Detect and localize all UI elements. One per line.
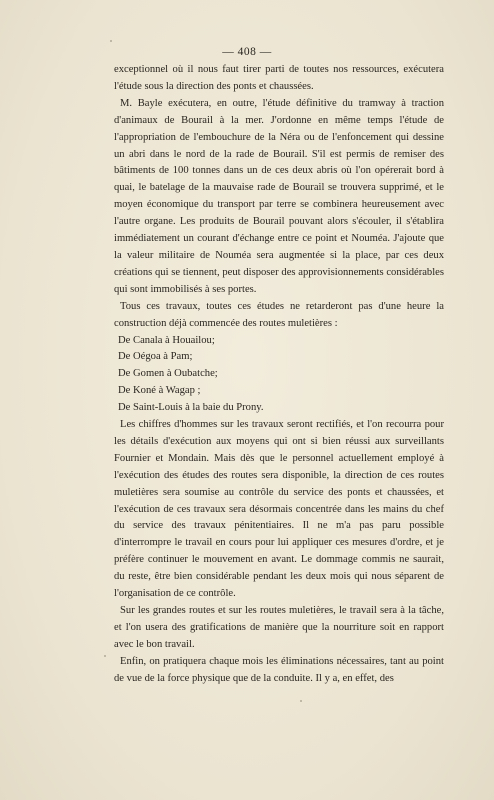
routes-list bbox=[114, 333, 444, 418]
paper-speck bbox=[104, 655, 106, 657]
list-item: De Gomen à Oubatche; bbox=[118, 368, 218, 380]
paragraph-chiffres: Les chiffres d'hommes sur les travaux seront rectifiés, et l'on recourra pour les détails d'exécution aux moyens qui ont si bien réussi aux surveillants Fournier et Mondain. Mais dès que le personnel actuellement employé à l'exécution des études des routes sera disponible, la direction de ces routes muletières sera soumise au contrôle du service des ponts et chaussées, et l'exécution de ces travaux sera désormais concentrée dans les mains du chef du service des travaux pénitentiaires. Il ne m'a pas paru possible d'interrompre le travail en cours pour lui appliquer ces mesures d'ordre, et je préfère continuer le mouvement en avant. Le dommage commis ne saurait, du reste, être bien considérable pendant les deux mois qui nous séparent de l'organisation de ce contrôle. bbox=[114, 419, 444, 600]
body-text bbox=[114, 62, 444, 688]
paper-speck bbox=[300, 700, 302, 702]
paragraph-continuation: exceptionnel où il nous faut tirer parti de toutes nos ressources, exécutera l'étude sous la direction des ponts et chaussées. bbox=[114, 64, 444, 92]
list-item: De Saint-Louis à la baie du Prony. bbox=[118, 402, 264, 414]
paragraph-grandes-routes: Sur les grandes routes et sur les routes muletières, le travail sera à la tâche, et l'on usera des gratifications de manière que la nourriture soit en rapport avec le bon travail. bbox=[114, 605, 444, 650]
page-number: — 408 — bbox=[222, 46, 272, 58]
paper-speck bbox=[110, 40, 112, 42]
list-item: De Oégoa à Pam; bbox=[118, 351, 193, 363]
list-item: De Koné à Wagap ; bbox=[118, 385, 201, 397]
paragraph-enfin: Enfin, on pratiquera chaque mois les éliminations nécessaires, tant au point de vue de la force physique que de la conduite. Il y a, en effet, des bbox=[114, 655, 444, 684]
paragraph-bayle: M. Bayle exécutera, en outre, l'étude définitive du tramway à traction d'animaux de Bourail à la mer. J'ordonne en même temps l'étude de l'appropriation de l'embouchure de la Néra ou de l'enfoncement qui dessine un abri dans le nord de la rade de Bourail. S'il est permis de remiser des bâtiments de 100 tonnes dans un de ces deux abris où l'on opérerait bord à quai, le batelage de la mauvaise rade de Bourail se trouvera supprimé, et le moyen économique du transport par terre se combinera heureusement avec l'autre organe. Les produits de Bourail pouvant alors s'écouler, il s'établira immédiatement un courant d'échange entre ce point et Nouméa. J'ajoute que la valeur militaire de Nouméa sera augmentée si la place, par ces deux créations qui se tiennent, peut disposer des approvisionnements considérables qui sont immobilisés à ses portes. bbox=[114, 97, 444, 295]
list-item: De Canala à Houailou; bbox=[118, 334, 215, 346]
paragraph-travaux: Tous ces travaux, toutes ces études ne retarderont pas d'une heure la construction déjà commencée des routes muletières : bbox=[114, 300, 444, 329]
